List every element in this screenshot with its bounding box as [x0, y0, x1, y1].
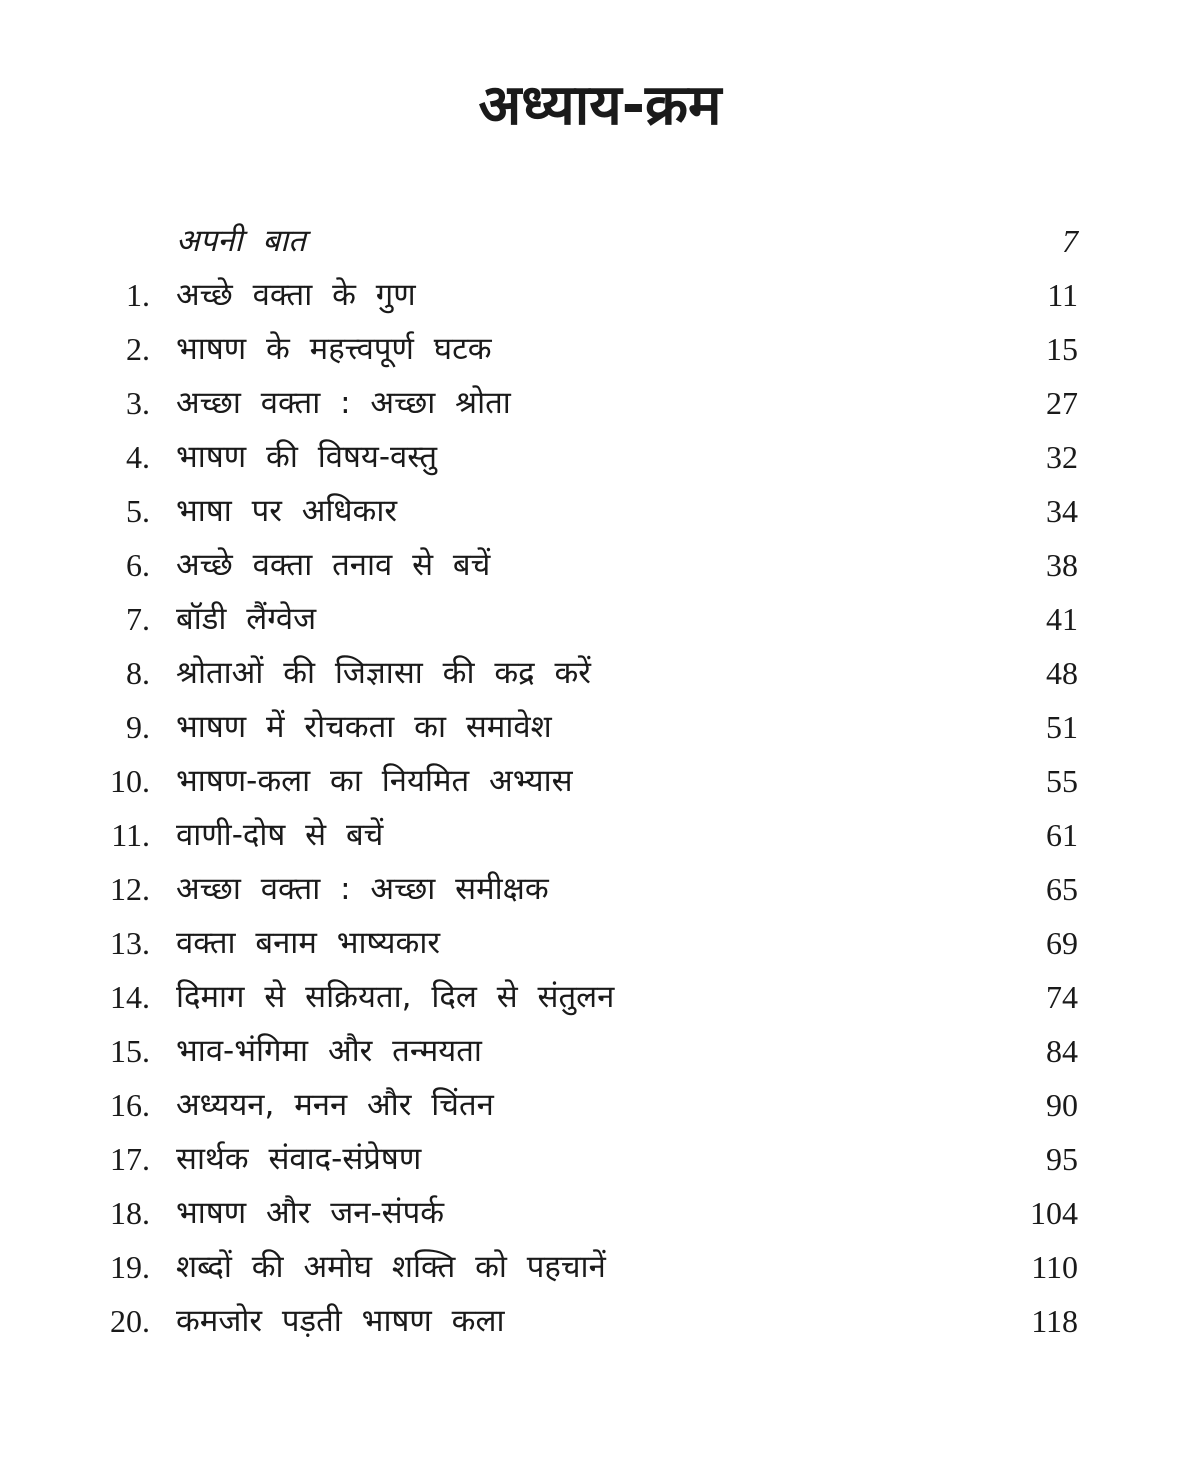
toc-entry-page: 51 [1046, 709, 1078, 745]
toc-entry-page: 110 [1031, 1249, 1078, 1285]
toc-entry-title: अच्छा वक्ता : अच्छा समीक्षक [176, 871, 549, 907]
toc-entry[interactable] [0, 1078, 1200, 1132]
toc-entry-number: 18. [110, 1195, 150, 1231]
toc-entry-title: भाषण में रोचकता का समावेश [176, 709, 552, 745]
toc-entry[interactable] [0, 322, 1200, 376]
toc-entry-page: 74 [1046, 979, 1078, 1015]
toc-entry-title: अच्छे वक्ता तनाव से बचें [176, 547, 491, 583]
toc-entry-number: 19. [110, 1249, 150, 1285]
toc-entry[interactable] [0, 1024, 1200, 1078]
toc-entry[interactable] [0, 754, 1200, 808]
toc-entry-title: अपनी बात [176, 223, 306, 259]
toc-entry-title: बॉडी लैंग्वेज [176, 601, 317, 637]
toc-entry-page: 69 [1046, 925, 1078, 961]
toc-entry[interactable] [0, 700, 1200, 754]
toc-entry[interactable] [0, 646, 1200, 700]
toc-entry-number: 14. [110, 979, 150, 1015]
toc-entry-number: 15. [110, 1033, 150, 1069]
toc-entry-page: 27 [1046, 385, 1078, 421]
toc-entry[interactable] [0, 1240, 1200, 1294]
toc-entry-title: अच्छे वक्ता के गुण [176, 277, 416, 313]
toc-entry-page: 84 [1046, 1033, 1078, 1069]
toc-entry-number: 11. [111, 817, 150, 853]
toc-entry-title: अध्ययन, मनन और चिंतन [176, 1087, 494, 1123]
toc-entry-page: 90 [1046, 1087, 1078, 1123]
toc-entry-title: भाव-भंगिमा और तन्मयता [176, 1033, 482, 1069]
toc-entry-title: वाणी-दोष से बचें [176, 817, 384, 853]
toc-entry-page: 41 [1046, 601, 1078, 637]
toc-entry-number: 17. [110, 1141, 150, 1177]
toc-entry-number: 6. [126, 547, 150, 583]
toc-entry-title: वक्ता बनाम भाष्यकार [176, 925, 441, 961]
toc-entry-title: भाषण के महत्त्वपूर्ण घटक [176, 331, 492, 367]
toc-entry-number: 2. [126, 331, 150, 367]
toc-entry-number: 7. [126, 601, 150, 637]
toc-entry[interactable] [0, 430, 1200, 484]
toc-entry-page: 65 [1046, 871, 1078, 907]
toc-entry[interactable] [0, 916, 1200, 970]
toc-entry[interactable] [0, 1294, 1200, 1348]
toc-entry-number: 5. [126, 493, 150, 529]
toc-entry-title: श्रोताओं की जिज्ञासा की कद्र करें [176, 655, 591, 691]
toc-entry-page: 15 [1046, 331, 1078, 367]
toc-entry-page: 95 [1046, 1141, 1078, 1177]
toc-entry-title: शब्दों की अमोघ शक्ति को पहचानें [176, 1249, 606, 1285]
toc-entry-page: 118 [1031, 1303, 1078, 1339]
toc-entry-page: 48 [1046, 655, 1078, 691]
toc-entry-number: 16. [110, 1087, 150, 1123]
toc-entry-number: 8. [126, 655, 150, 691]
toc-entry[interactable] [0, 970, 1200, 1024]
page-title: अध्याय-क्रम [478, 73, 722, 138]
toc-entry-number: 20. [110, 1303, 150, 1339]
toc-entry-number: 3. [126, 385, 150, 421]
toc-entry-page: 11 [1047, 277, 1078, 313]
toc-entry-title: कमजोर पड़ती भाषण कला [176, 1303, 505, 1339]
toc-entry-number: 9. [126, 709, 150, 745]
toc-entry-page: 55 [1046, 763, 1078, 799]
toc-entry[interactable] [0, 538, 1200, 592]
toc-entry[interactable] [0, 862, 1200, 916]
table-of-contents [0, 214, 1200, 1348]
toc-entry-title: भाषण और जन-संपर्क [176, 1195, 445, 1231]
toc-entry[interactable] [0, 376, 1200, 430]
toc-entry-page: 34 [1046, 493, 1078, 529]
toc-entry-title: दिमाग से सक्रियता, दिल से संतुलन [176, 979, 615, 1015]
toc-entry-title: भाषा पर अधिकार [176, 493, 398, 529]
toc-entry[interactable] [0, 808, 1200, 862]
toc-entry-number: 10. [110, 763, 150, 799]
toc-entry-page: 38 [1046, 547, 1078, 583]
toc-entry-page: 61 [1046, 817, 1078, 853]
toc-entry-title: भाषण की विषय-वस्तु [176, 439, 438, 475]
toc-entry[interactable] [0, 268, 1200, 322]
toc-entry-title: अच्छा वक्ता : अच्छा श्रोता [176, 385, 511, 421]
toc-entry-intro[interactable] [0, 214, 1200, 268]
toc-entry-number: 12. [110, 871, 150, 907]
toc-entry-title: भाषण-कला का नियमित अभ्यास [176, 763, 573, 799]
toc-entry[interactable] [0, 592, 1200, 646]
toc-entry[interactable] [0, 1186, 1200, 1240]
toc-entry-number: 1. [126, 277, 150, 313]
toc-entry[interactable] [0, 484, 1200, 538]
toc-entry-number: 13. [110, 925, 150, 961]
toc-entry-page: 32 [1046, 439, 1078, 475]
toc-entry-page: 7 [1062, 223, 1078, 259]
toc-entry[interactable] [0, 1132, 1200, 1186]
toc-entry-page: 104 [1030, 1195, 1078, 1231]
toc-entry-title: सार्थक संवाद-संप्रेषण [176, 1141, 422, 1177]
toc-entry-number: 4. [126, 439, 150, 475]
